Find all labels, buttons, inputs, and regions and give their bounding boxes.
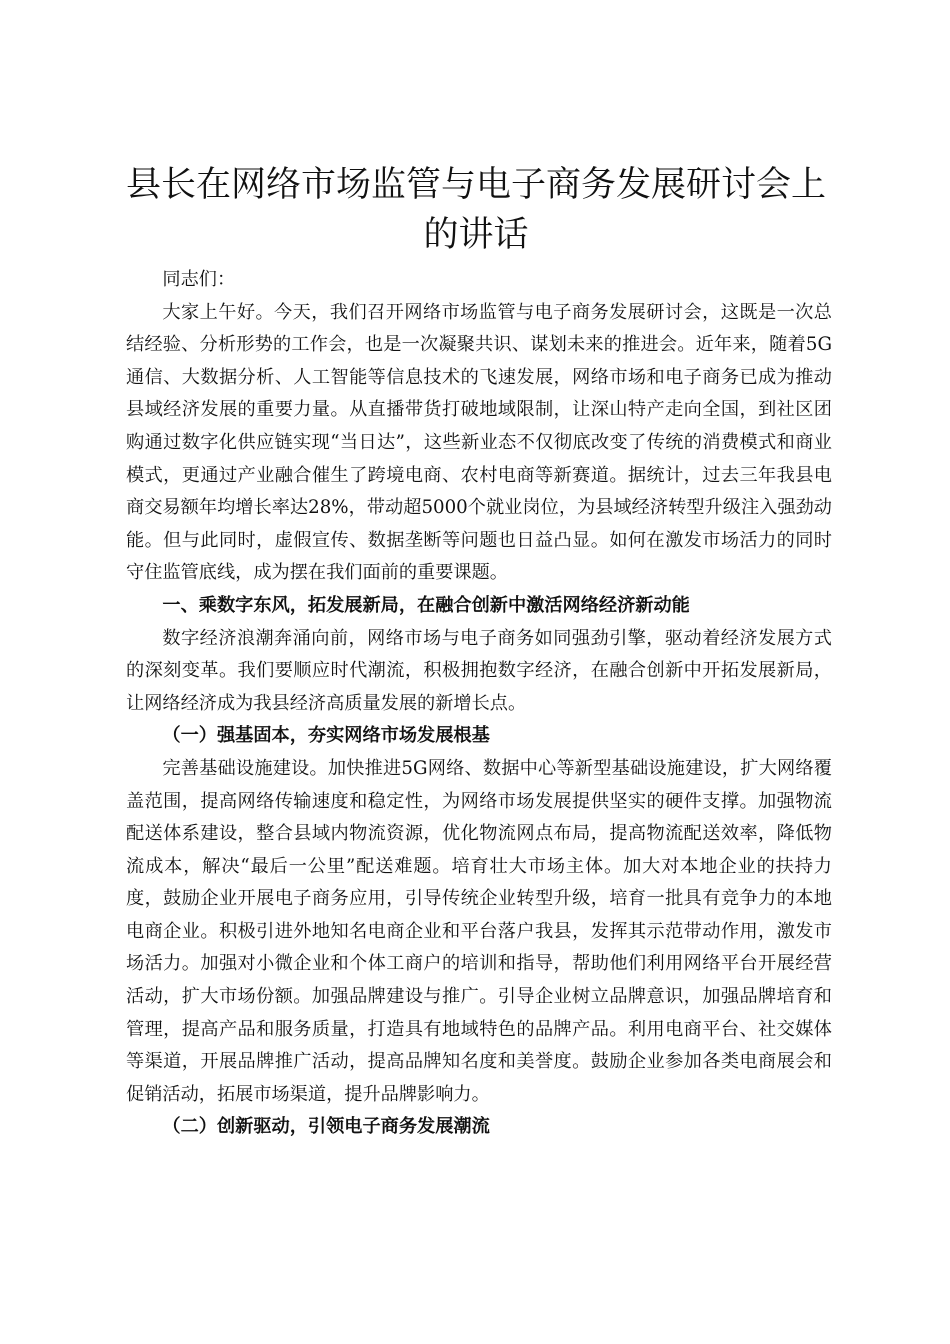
document-title: 县长在网络市场监管与电子商务发展研讨会上的讲话 — [125, 165, 826, 255]
intro-paragraph: 大家上午好。今天，我们召开网络市场监管与电子商务发展研讨会，这既是一次总结经验、分析形势的工作会，也是一次凝聚共识、谋划未来的推进会。近年来，随着5G通信、大数据分析、人工智能等信息技术的飞速发展，网络市场和电子商务已成为推动县域经济发展的重要力量。从直播带货打破地域限制，让深山特产走向全国，到社区团购通过数字化供应链实现“当日达”，这些新业态不仅彻底改变了传统的消费模式和商业模式，更通过产业融合催生了跨境电商、农村电商等新赛道。据统计，过去三年我县电商交易额年均增长率达28%，带动超5000个就业岗位，为县域经济转型升级注入强劲动能。但与此同时，虚假宣传、数据垄断等问题也日益凸显。如何在激发市场活力的同时守住监管底线，成为摆在我们面前的重要课题。 — [126, 301, 832, 584]
section-1-paragraph: 数字经济浪潮奔涌向前，网络市场与电子商务如同强劲引擎，驱动着经济发展方式的深刻变革。我们要顺应时代潮流，积极拥抱数字经济，在融合创新中开拓发展新局，让网络经济成为我县经济高质量发展的新增长点。 — [126, 627, 832, 714]
subsection-1-paragraph: 完善基础设施建设。加快推进5G网络、数据中心等新型基础设施建设，扩大网络覆盖范围，提高网络传输速度和稳定性，为网络市场发展提供坚实的硬件支撑。加强物流配送体系建设，整合县域内物流资源，优化物流网点布局，提高物流配送效率，降低物流成本，解决“最后一公里”配送难题。培育壮大市场主体。加大对本地企业的扶持力度，鼓励企业开展电子商务应用，引导传统企业转型升级，培育一批具有竞争力的本地电商企业。积极引进外地知名电商企业和平台落户我县，发挥其示范带动作用，激发市场活力。加强对小微企业和个体工商户的培训和指导，帮助他们利用网络平台开展经营活动，扩大市场份额。加强品牌建设与推广。引导企业树立品牌意识，加强品牌培育和管理，提高产品和服务质量，打造具有地域特色的品牌产品。利用电商平台、社交媒体等渠道，开展品牌推广活动，提高品牌知名度和美誉度。鼓励企业参加各类电商展会和促销活动，拓展市场渠道，提升品牌影响力。 — [126, 757, 832, 1105]
document-page — [126, 160, 832, 1144]
greeting: 同志们： — [162, 269, 236, 290]
section-1-heading: 一、乘数字东风，拓发展新局，在融合创新中激活网络经济新动能 — [162, 594, 690, 616]
subsection-1-heading: （一）强基固本，夯实网络市场发展根基 — [162, 725, 490, 747]
subsection-2-heading: （二）创新驱动，引领电子商务发展潮流 — [162, 1116, 490, 1138]
